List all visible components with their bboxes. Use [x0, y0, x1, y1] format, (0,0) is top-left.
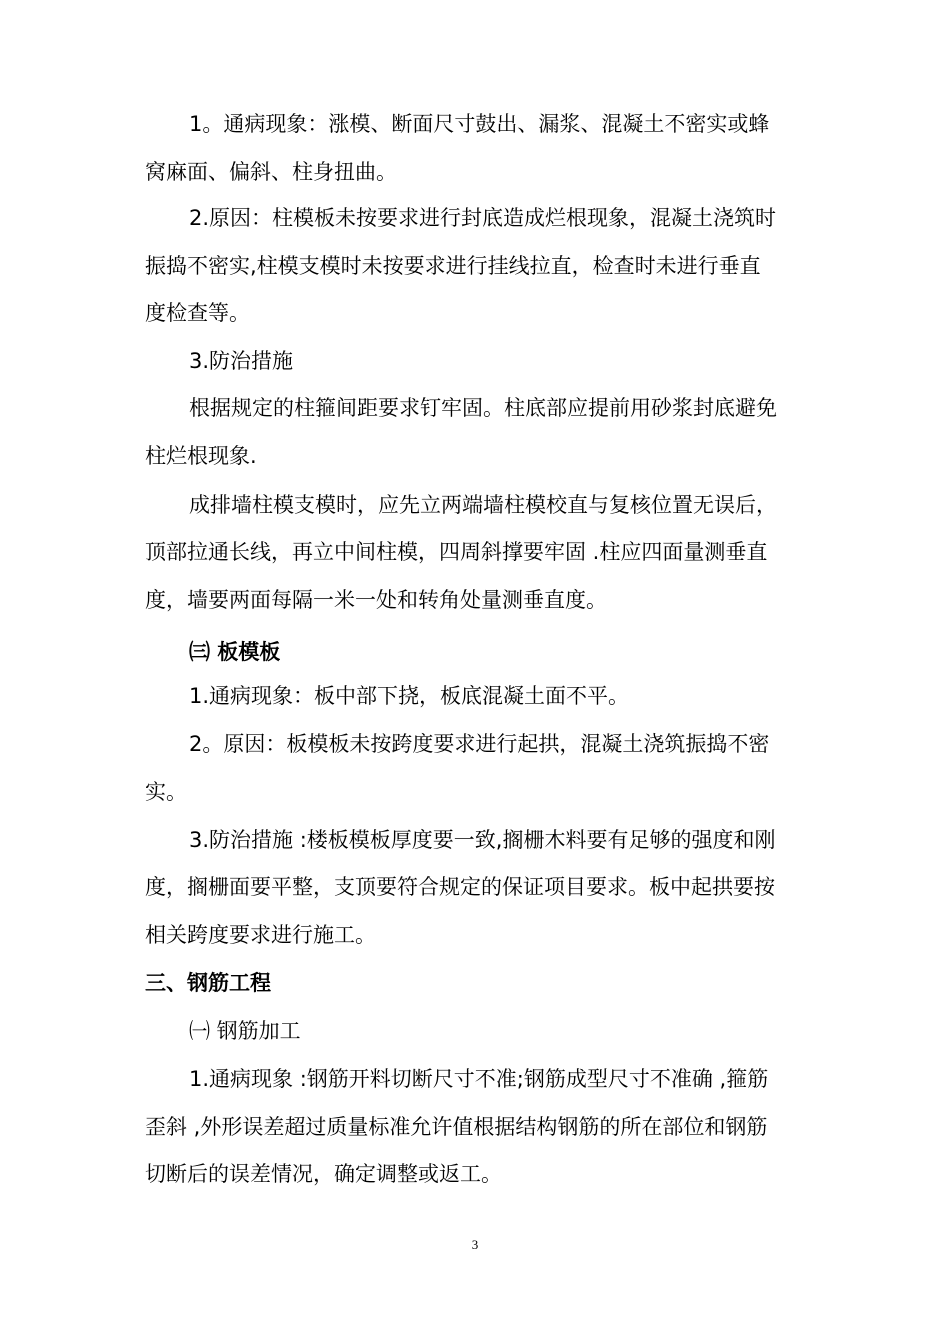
paragraph-line: 1。通病现象：涨模、断面尺寸鼓出、漏浆、混凝土不密实或蜂 — [189, 112, 770, 136]
paragraph-line: 相关跨度要求进行施工。 — [145, 923, 376, 947]
paragraph-line: 2。原因：板模板未按跨度要求进行起拱，混凝土浇筑振捣不密 — [189, 732, 770, 756]
paragraph-line: 顶部拉通长线，再立中间柱模，四周斜撑要牢固 .柱应四面量测垂直 — [145, 540, 768, 564]
paragraph-line: 3.防治措施 :楼板模板厚度要一致,搁栅木料要有足够的强度和刚 — [189, 828, 776, 852]
paragraph-line: 振捣不密实,柱模支模时未按要求进行挂线拉直，检查时未进行垂直 — [145, 254, 761, 278]
paragraph-line: 1.通病现象：板中部下挠，板底混凝土面不平。 — [189, 684, 630, 708]
section-heading-slab-formwork: ㈢ 板模板 — [189, 640, 281, 664]
paragraph-line: 2.原因：柱模板未按要求进行封底造成烂根现象，混凝土浇筑时 — [189, 206, 777, 230]
paragraph-line: 柱烂根现象. — [145, 444, 257, 468]
paragraph-line: 1.通病现象 :钢筋开料切断尺寸不准;钢筋成型尺寸不准确 ,箍筋 — [189, 1067, 769, 1091]
paragraph-line: 实。 — [145, 780, 187, 804]
paragraph-line: 度，搁栅面要平整，支顶要符合规定的保证项目要求。板中起拱要按 — [145, 875, 775, 899]
paragraph-line: 度检查等。 — [145, 301, 250, 325]
page-number: 3 — [471, 1237, 479, 1252]
paragraph-line: 歪斜 ,外形误差超过质量标准允许值根据结构钢筋的所在部位和钢筋 — [145, 1115, 768, 1139]
paragraph-line: 根据规定的柱箍间距要求钉牢固。柱底部应提前用砂浆封底避免 — [189, 396, 777, 420]
paragraph-line: 度，墙要两面每隔一米一处和转角处量测垂直度。 — [145, 588, 607, 612]
paragraph-line: 成排墙柱模支模时，应先立两端墙柱模校直与复核位置无误后， — [189, 493, 777, 517]
paragraph-line: 3.防治措施 — [189, 349, 294, 373]
subsection-heading-rebar-processing: ㈠ 钢筋加工 — [189, 1019, 301, 1043]
paragraph-line: 窝麻面、偏斜、柱身扭曲。 — [145, 160, 397, 184]
paragraph-line: 切断后的误差情况，确定调整或返工。 — [145, 1162, 502, 1186]
section-heading-rebar-works: 三、钢筋工程 — [145, 971, 271, 995]
